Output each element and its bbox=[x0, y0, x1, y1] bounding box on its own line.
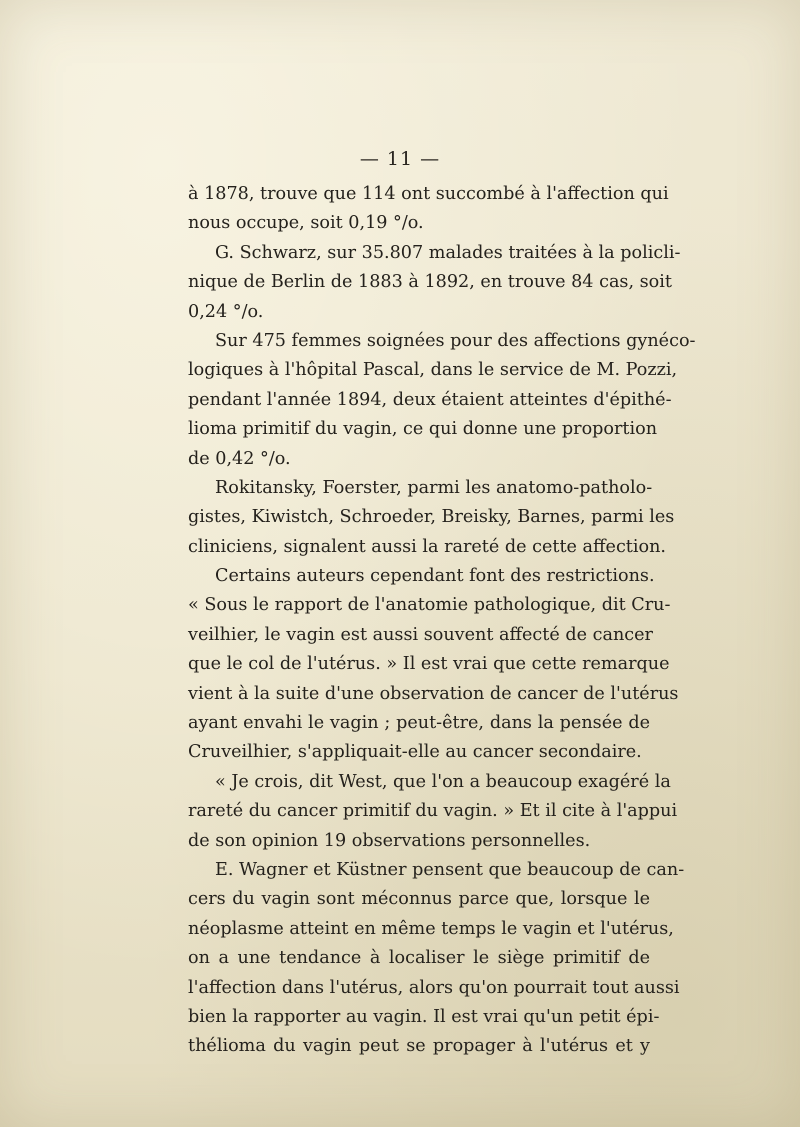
text-line: bien la rapporter au vagin. Il est vrai qu'un petit épi- bbox=[188, 1006, 660, 1027]
text-line: « Sous le rapport de l'anatomie pathologique, dit Cru- bbox=[188, 595, 671, 616]
text-line: lioma primitif du vagin, ce qui donne une proportion bbox=[188, 419, 658, 440]
text-line: logiques à l'hôpital Pascal, dans le service de M. Pozzi, bbox=[188, 360, 678, 381]
text-line: Certains auteurs cependant font des restrictions. bbox=[215, 566, 655, 587]
text-line: à 1878, trouve que 114 ont succombé à l'affection qui bbox=[188, 184, 669, 204]
body-text bbox=[188, 180, 696, 1062]
text-line: de son opinion 19 observations personnelles. bbox=[188, 830, 591, 851]
text-line: G. Schwarz, sur 35.807 malades traitées à la policli- bbox=[215, 242, 681, 263]
text-line: pendant l'année 1894, deux étaient atteintes d'épithé- bbox=[188, 389, 672, 410]
text-line: vient à la suite d'une observation de cancer de l'utérus bbox=[188, 683, 679, 704]
text-line: « Je crois, dit West, que l'on a beaucoup exagéré la bbox=[215, 771, 671, 792]
text-line: thélioma du vagin peut se propager à l'utérus et y bbox=[188, 1036, 650, 1057]
text-line: gistes, Kiwistch, Schroeder, Breisky, Barnes, parmi les bbox=[188, 507, 675, 528]
text-line: de 0,42 °/o. bbox=[188, 448, 291, 469]
text-line: ayant envahi le vagin ; peut-être, dans la pensée de bbox=[188, 713, 650, 734]
text-line: 0,24 °/o. bbox=[188, 301, 264, 322]
text-line: nique de Berlin de 1883 à 1892, en trouve 84 cas, soit bbox=[188, 272, 672, 293]
text-line: veilhier, le vagin est aussi souvent affecté de cancer bbox=[188, 624, 653, 645]
text-line: cers du vagin sont méconnus parce que, lorsque le bbox=[188, 889, 650, 910]
text-line: l'affection dans l'utérus, alors qu'on pourrait tout aussi bbox=[188, 977, 680, 998]
text-line: cliniciens, signalent aussi la rareté de cette affection. bbox=[188, 536, 667, 557]
page-number: — 11 — bbox=[359, 148, 441, 170]
text-line: nous occupe, soit 0,19 °/o. bbox=[188, 213, 424, 234]
text-line: E. Wagner et Küstner pensent que beaucoup de can- bbox=[215, 859, 685, 880]
text-line: Cruveilhier, s'appliquait-elle au cancer secondaire. bbox=[188, 742, 642, 763]
text-line: néoplasme atteint en même temps le vagin et l'utérus, bbox=[188, 918, 674, 939]
text-line: que le col de l'utérus. » Il est vrai que cette remarque bbox=[188, 654, 670, 675]
text-line: Rokitansky, Foerster, parmi les anatomo-patholo- bbox=[215, 477, 653, 498]
text-line: rareté du cancer primitif du vagin. » Et il cite à l'appui bbox=[188, 801, 678, 822]
text-line: on a une tendance à localiser le siège primitif de bbox=[188, 948, 650, 969]
text-line: Sur 475 femmes soignées pour des affections gynéco- bbox=[215, 330, 696, 351]
